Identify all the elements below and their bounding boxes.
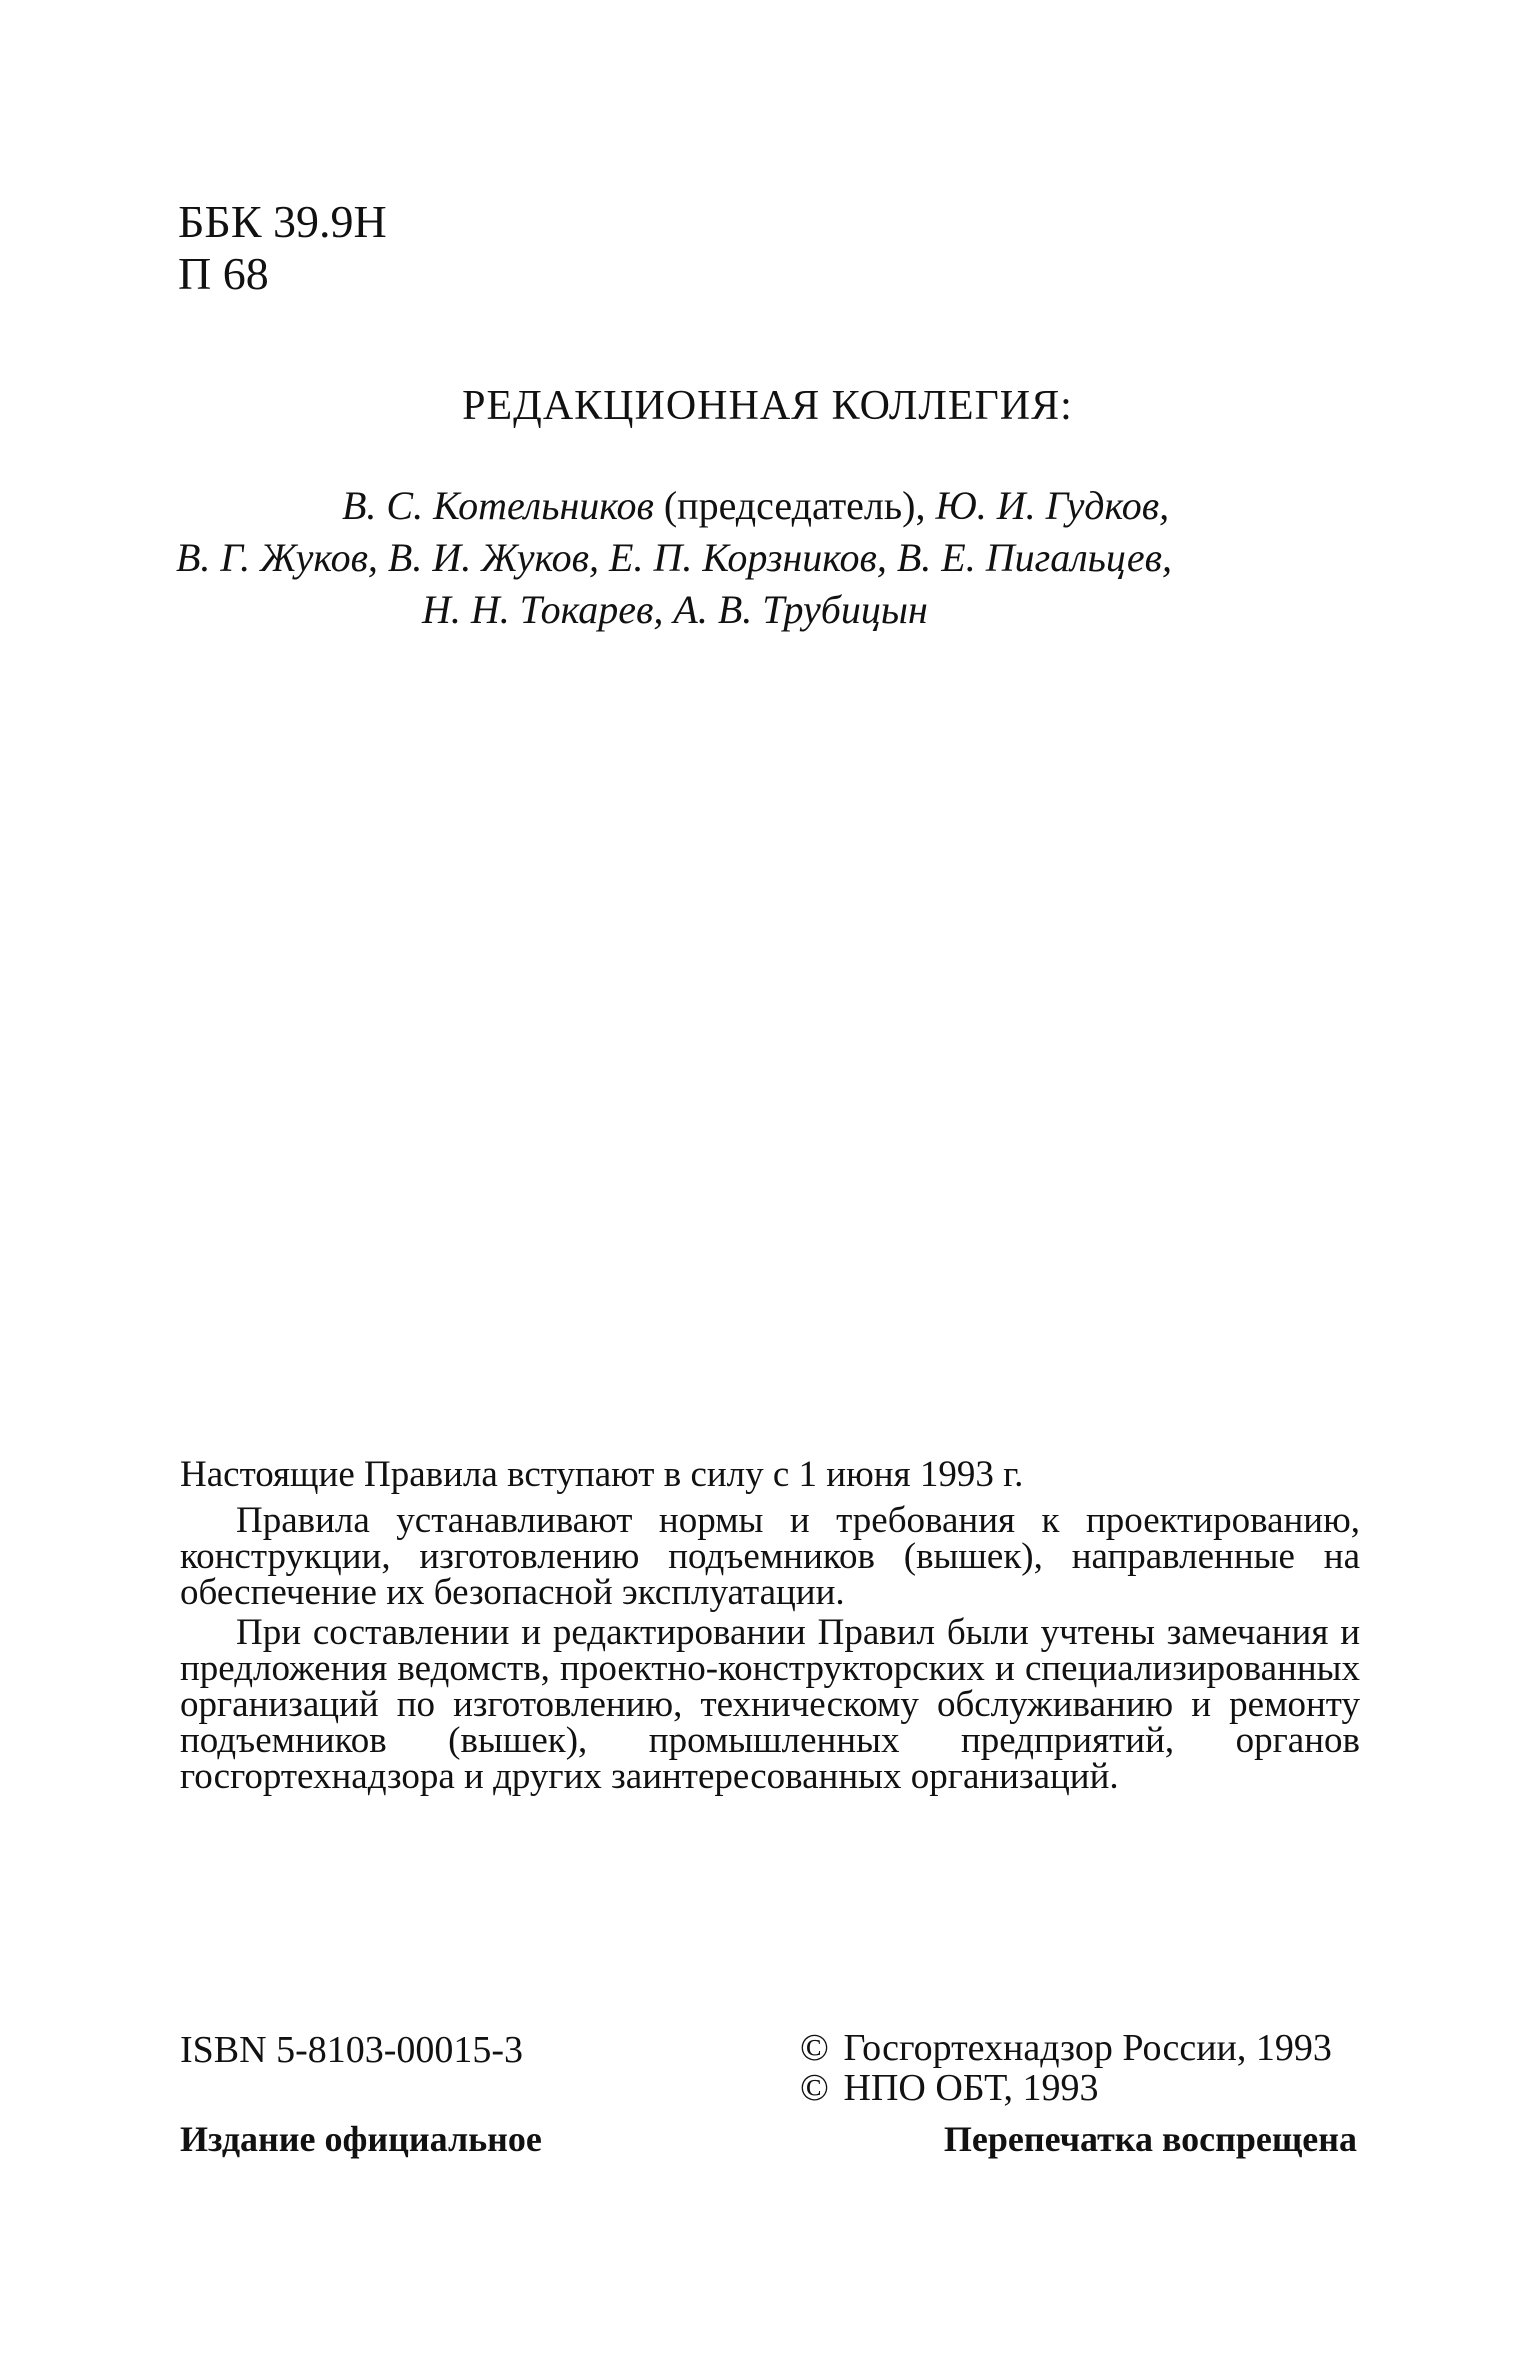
copyright-line-2	[800, 2068, 1332, 2108]
members-line-2: В. Г. Жуков, В. И. Жуков, Е. П. Корзников, В. Е. Пигальцев,	[176, 535, 1172, 580]
paragraph-acknowledgement: При составлении и редактировании Правил были учтены замечания и предложения ведомств, проектно-конструкторских и специализированных организаций по изготовлению, техническому обслуживанию и ремонту подъемников (вышек), промышленных предприятий, органов госгортехнадзора и других заинтересованных организаций.	[180, 1612, 1360, 1797]
reprint-notice: Перепечатка воспрещена	[943, 2119, 1357, 2159]
effective-date: Настоящие Правила вступают в силу с 1 июня 1993 г.	[180, 1454, 1024, 1495]
copyright-line-1	[800, 2028, 1332, 2068]
classification-block	[178, 196, 387, 300]
copyright-holder-2: НПО ОБТ, 1993	[843, 2067, 1099, 2109]
bbk-code: ББК 39.9Н	[178, 196, 387, 247]
copyright-icon: ©	[800, 2027, 829, 2069]
author-mark: П 68	[178, 248, 269, 299]
chairman-name: В. С. Котельников	[342, 483, 654, 528]
paragraph-scope: Правила устанавливают нормы и требования к проектированию, конструкции, изготовлению подъемников (вышек), направленные на обеспечение их безопасной эксплуатации.	[180, 1500, 1360, 1613]
editorial-board-title: РЕДАКЦИОННАЯ КОЛЛЕГИЯ:	[462, 383, 1073, 429]
body-text	[180, 1454, 1360, 1799]
copyright-icon: ©	[800, 2067, 829, 2109]
chairman-role: (председатель),	[653, 483, 936, 528]
copyright-block	[800, 2028, 1332, 2108]
copyright-holder-1: Госгортехнадзор России, 1993	[843, 2027, 1332, 2069]
official-edition: Издание официальное	[180, 2119, 542, 2159]
members-line-3: Н. Н. Токарев, А. В. Трубицын	[422, 587, 928, 632]
member-name: Ю. И. Гудков,	[935, 483, 1170, 528]
members-line-1	[342, 480, 1169, 532]
isbn: ISBN 5-8103-00015-3	[180, 2029, 524, 2071]
